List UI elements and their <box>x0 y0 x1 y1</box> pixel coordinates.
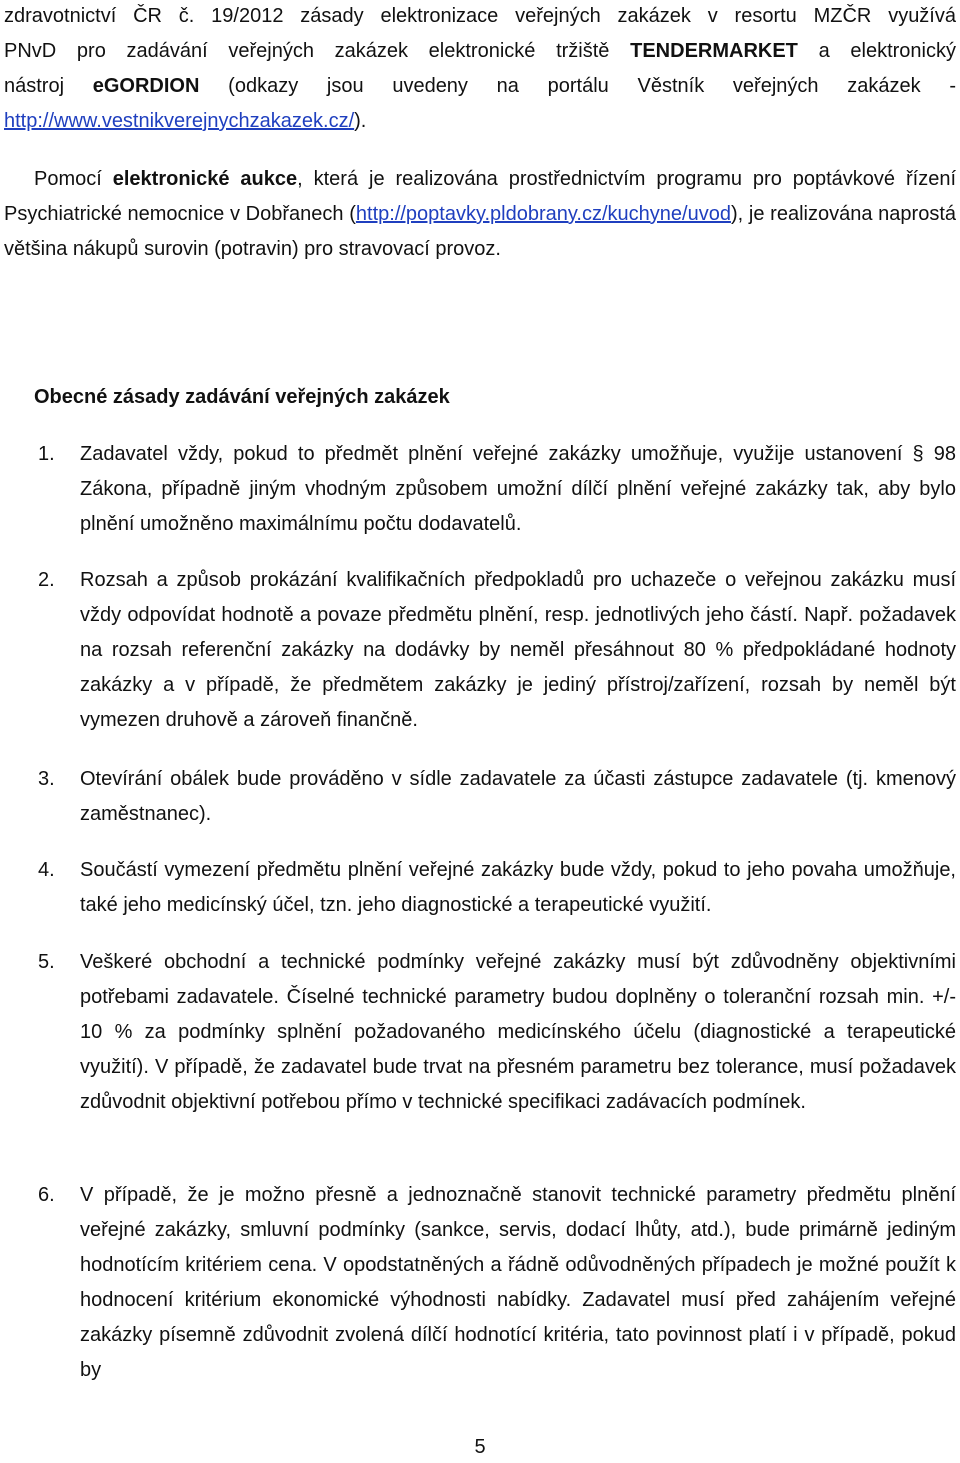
vestnik-link[interactable]: http://www.vestnikverejnychzakazek.cz/ <box>4 110 355 132</box>
intro-line-3 <box>4 69 956 104</box>
egordion-term: eGORDION <box>92 75 200 97</box>
list-item-number: 6. <box>38 1184 55 1206</box>
list-item-number: 4. <box>38 859 55 881</box>
auction-text-middle: , která je realizována prostřednictvím programu pro poptávkové řízení Psychiatrické nemocnice v Dobřanech ( <box>4 168 956 225</box>
list-item-text: Součástí vymezení předmětu plnění veřejné zakázky bude vždy, pokud to jeho povaha umožňuje, také jeho medicínský účel, tzn. jeho diagnostické a terapeutické využití. <box>80 859 956 916</box>
auction-text-end: ), je realizována naprostá většina nákupů surovin (potravin) pro stravovací provoz. <box>4 203 956 260</box>
list-item-number: 5. <box>38 951 55 973</box>
page-number: 5 <box>474 1436 486 1458</box>
list-item-number: 1. <box>38 443 55 465</box>
list-item-text: Otevírání obálek bude prováděno v sídle zadavatele za účasti zástupce zadavatele (tj. kmenový zaměstnanec). <box>80 768 956 825</box>
tendermarket-term: TENDERMARKET <box>630 40 798 62</box>
intro-line-4-end: ). <box>354 110 367 132</box>
intro-line-2-text: PNvD pro zadávání veřejných zakázek elektronické tržiště <box>4 40 631 62</box>
intro-line-4 <box>4 104 956 139</box>
auction-term: elektronické aukce <box>112 168 298 190</box>
list-item-text: V případě, že je možno přesně a jednoznačně stanovit technické parametry předmětu plnění veřejné zakázky, smluvní podmínky (sankce, servis, dodací lhůty, atd.), bude primárně jediným hodnotícím kritériem cena. V opodstatněných a řádně odůvodněných případech je možné použít k hodnocení kritérium ekonomické výhodnosti nabídky. Zadavatel musí před zahájením veřejné zakázky písemně zdůvodnit zvolená dílčí hodnotící kritéria, tato povinnost platí i v případě, pokud by <box>80 1184 956 1381</box>
auction-text-start: Pomocí <box>34 168 113 190</box>
intro-line-3-text: nástroj <box>4 75 93 97</box>
intro-line-2 <box>4 34 956 69</box>
section-heading: Obecné zásady zadávání veřejných zakázek <box>34 386 450 408</box>
intro-line-3-end: (odkazy jsou uvedeny na portálu Věstník veřejných zakázek - <box>199 75 956 97</box>
list-item-text: Rozsah a způsob prokázání kvalifikačních předpokladů pro uchazeče o veřejnou zakázku musí vždy odpovídat hodnotě a povaze předmětu plnění, resp. jednotlivých jeho částí. Např. požadavek na rozsah referenční zakázky na dodávky by neměl přesáhnout 80 % předpokládané hodnoty zakázky a v případě, že předmětem zakázky je jediný přístroj/zařízení, rozsah by neměl být vymezen druhově a zároveň finančně. <box>80 569 956 731</box>
intro-line-2-end: a elektronický <box>797 40 956 62</box>
intro-line-1 <box>4 0 956 34</box>
intro-line-1-text: zdravotnictví ČR č. 19/2012 zásady elektronizace veřejných zakázek v resortu MZČR využívá <box>4 5 956 27</box>
list-item-text: Zadavatel vždy, pokud to předmět plnění veřejné zakázky umožňuje, využije ustanovení § 98 Zákona, případně jiným vhodným způsobem umožní dílčí plnění veřejné zakázky tak, aby bylo plnění umožněno maximálnímu počtu dodavatelů. <box>80 443 956 535</box>
list-item-text: Veškeré obchodní a technické podmínky veřejné zakázky musí být zdůvodněny objektivními potřebami zadavatele. Číselné technické parametry budou doplněny o toleranční rozsah min. +/- 10 % za podmínky splnění požadovaného medicínského účelu (diagnostické a terapeutické využití). V případě, že zadavatel bude trvat na přesném parametru bez tolerance, musí požadavek zdůvodnit objektivní potřebou přímo v technické specifikaci zadávacích podmínek. <box>80 951 956 1113</box>
list-item-number: 3. <box>38 768 55 790</box>
poptavky-link[interactable]: http://poptavky.pldobrany.cz/kuchyne/uvod <box>355 203 731 225</box>
list-item-number: 2. <box>38 569 55 591</box>
auction-paragraph <box>4 162 956 267</box>
